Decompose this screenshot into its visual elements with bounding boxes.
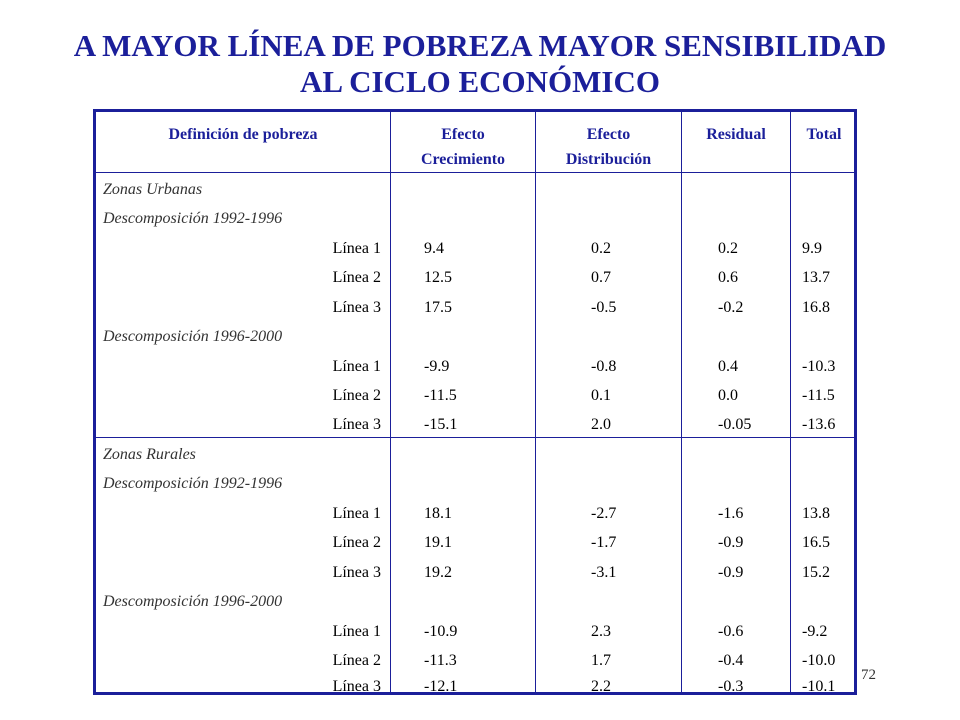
- cell-total: 13.8: [802, 505, 830, 522]
- cell-total: 16.8: [802, 299, 830, 316]
- cell-crecimiento: 19.1: [424, 534, 452, 551]
- cell-crecimiento: 17.5: [424, 299, 452, 316]
- cell-total: 16.5: [802, 534, 830, 551]
- cell-distribucion: -0.5: [591, 299, 617, 316]
- cell-residual: 0.2: [718, 240, 738, 257]
- cell-residual: -0.05: [718, 416, 752, 433]
- column-divider: [790, 112, 791, 692]
- cell-total: -10.0: [802, 652, 836, 669]
- cell-distribucion: 0.7: [591, 269, 611, 286]
- column-divider: [681, 112, 682, 692]
- period-label: Descomposición 1992-1996: [103, 475, 283, 492]
- cell-residual: -0.3: [718, 678, 744, 695]
- period-label: Descomposición 1992-1996: [103, 210, 283, 227]
- cell-crecimiento: -12.1: [424, 678, 458, 695]
- row-label: Línea 3: [332, 416, 381, 433]
- cell-total: -10.1: [802, 678, 836, 695]
- row-label: Línea 1: [332, 623, 381, 640]
- cell-crecimiento: -11.3: [424, 652, 457, 669]
- cell-residual: 0.0: [718, 387, 738, 404]
- row-label: Línea 3: [332, 678, 381, 695]
- cell-residual: -0.2: [718, 299, 744, 316]
- row-label: Línea 1: [332, 505, 381, 522]
- cell-distribucion: 2.0: [591, 416, 611, 433]
- cell-distribucion: 2.2: [591, 678, 611, 695]
- header-efecto-crecimiento: Efecto Crecimiento: [420, 126, 506, 168]
- cell-residual: 0.6: [718, 269, 738, 286]
- cell-residual: -0.6: [718, 623, 744, 640]
- cell-crecimiento: 12.5: [424, 269, 452, 286]
- cell-total: -10.3: [802, 358, 836, 375]
- cell-crecimiento: -10.9: [424, 623, 458, 640]
- cell-crecimiento: 19.2: [424, 564, 452, 581]
- cell-residual: -0.9: [718, 564, 744, 581]
- cell-crecimiento: 18.1: [424, 505, 452, 522]
- cell-distribucion: -1.7: [591, 534, 617, 551]
- cell-distribucion: 2.3: [591, 623, 611, 640]
- cell-residual: -0.4: [718, 652, 744, 669]
- cell-crecimiento: -15.1: [424, 416, 458, 433]
- cell-distribucion: 1.7: [591, 652, 611, 669]
- cell-total: -11.5: [802, 387, 835, 404]
- slide-title: [0, 28, 960, 100]
- row-label: Línea 1: [332, 240, 381, 257]
- header-divider: [96, 172, 854, 173]
- cell-distribucion: 0.2: [591, 240, 611, 257]
- header-total: Total: [806, 126, 842, 143]
- cell-total: 13.7: [802, 269, 830, 286]
- page-number: 72: [861, 667, 876, 683]
- zone-label-urban: Zonas Urbanas: [103, 181, 203, 198]
- cell-total: 15.2: [802, 564, 830, 581]
- cell-residual: -1.6: [718, 505, 744, 522]
- zone-label-rural: Zonas Rurales: [103, 446, 196, 463]
- header-efecto-distribucion: Efecto Distribución: [565, 126, 652, 168]
- cell-total: -13.6: [802, 416, 836, 433]
- row-label: Línea 2: [332, 387, 381, 404]
- cell-crecimiento: -9.9: [424, 358, 450, 375]
- cell-total: 9.9: [802, 240, 822, 257]
- cell-distribucion: -2.7: [591, 505, 617, 522]
- header-definicion: Definición de pobreza: [168, 126, 318, 143]
- cell-residual: -0.9: [718, 534, 744, 551]
- cell-distribucion: -3.1: [591, 564, 617, 581]
- row-label: Línea 3: [332, 564, 381, 581]
- cell-distribucion: -0.8: [591, 358, 617, 375]
- cell-total: -9.2: [802, 623, 828, 640]
- cell-crecimiento: -11.5: [424, 387, 457, 404]
- title-line-1: A MAYOR LÍNEA DE POBREZA MAYOR SENSIBILIDAD: [73, 28, 887, 63]
- header-residual: Residual: [706, 126, 766, 143]
- row-label: Línea 3: [332, 299, 381, 316]
- section-divider: [96, 437, 854, 438]
- column-divider: [390, 112, 391, 692]
- row-label: Línea 2: [332, 534, 381, 551]
- cell-crecimiento: 9.4: [424, 240, 444, 257]
- row-label: Línea 2: [332, 269, 381, 286]
- period-label: Descomposición 1996-2000: [103, 328, 283, 345]
- title-line-2: AL CICLO ECONÓMICO: [300, 64, 660, 99]
- period-label: Descomposición 1996-2000: [103, 593, 283, 610]
- cell-distribucion: 0.1: [591, 387, 611, 404]
- row-label: Línea 1: [332, 358, 381, 375]
- cell-residual: 0.4: [718, 358, 738, 375]
- poverty-decomposition-table: [93, 109, 857, 695]
- row-label: Línea 2: [332, 652, 381, 669]
- column-divider: [535, 112, 536, 692]
